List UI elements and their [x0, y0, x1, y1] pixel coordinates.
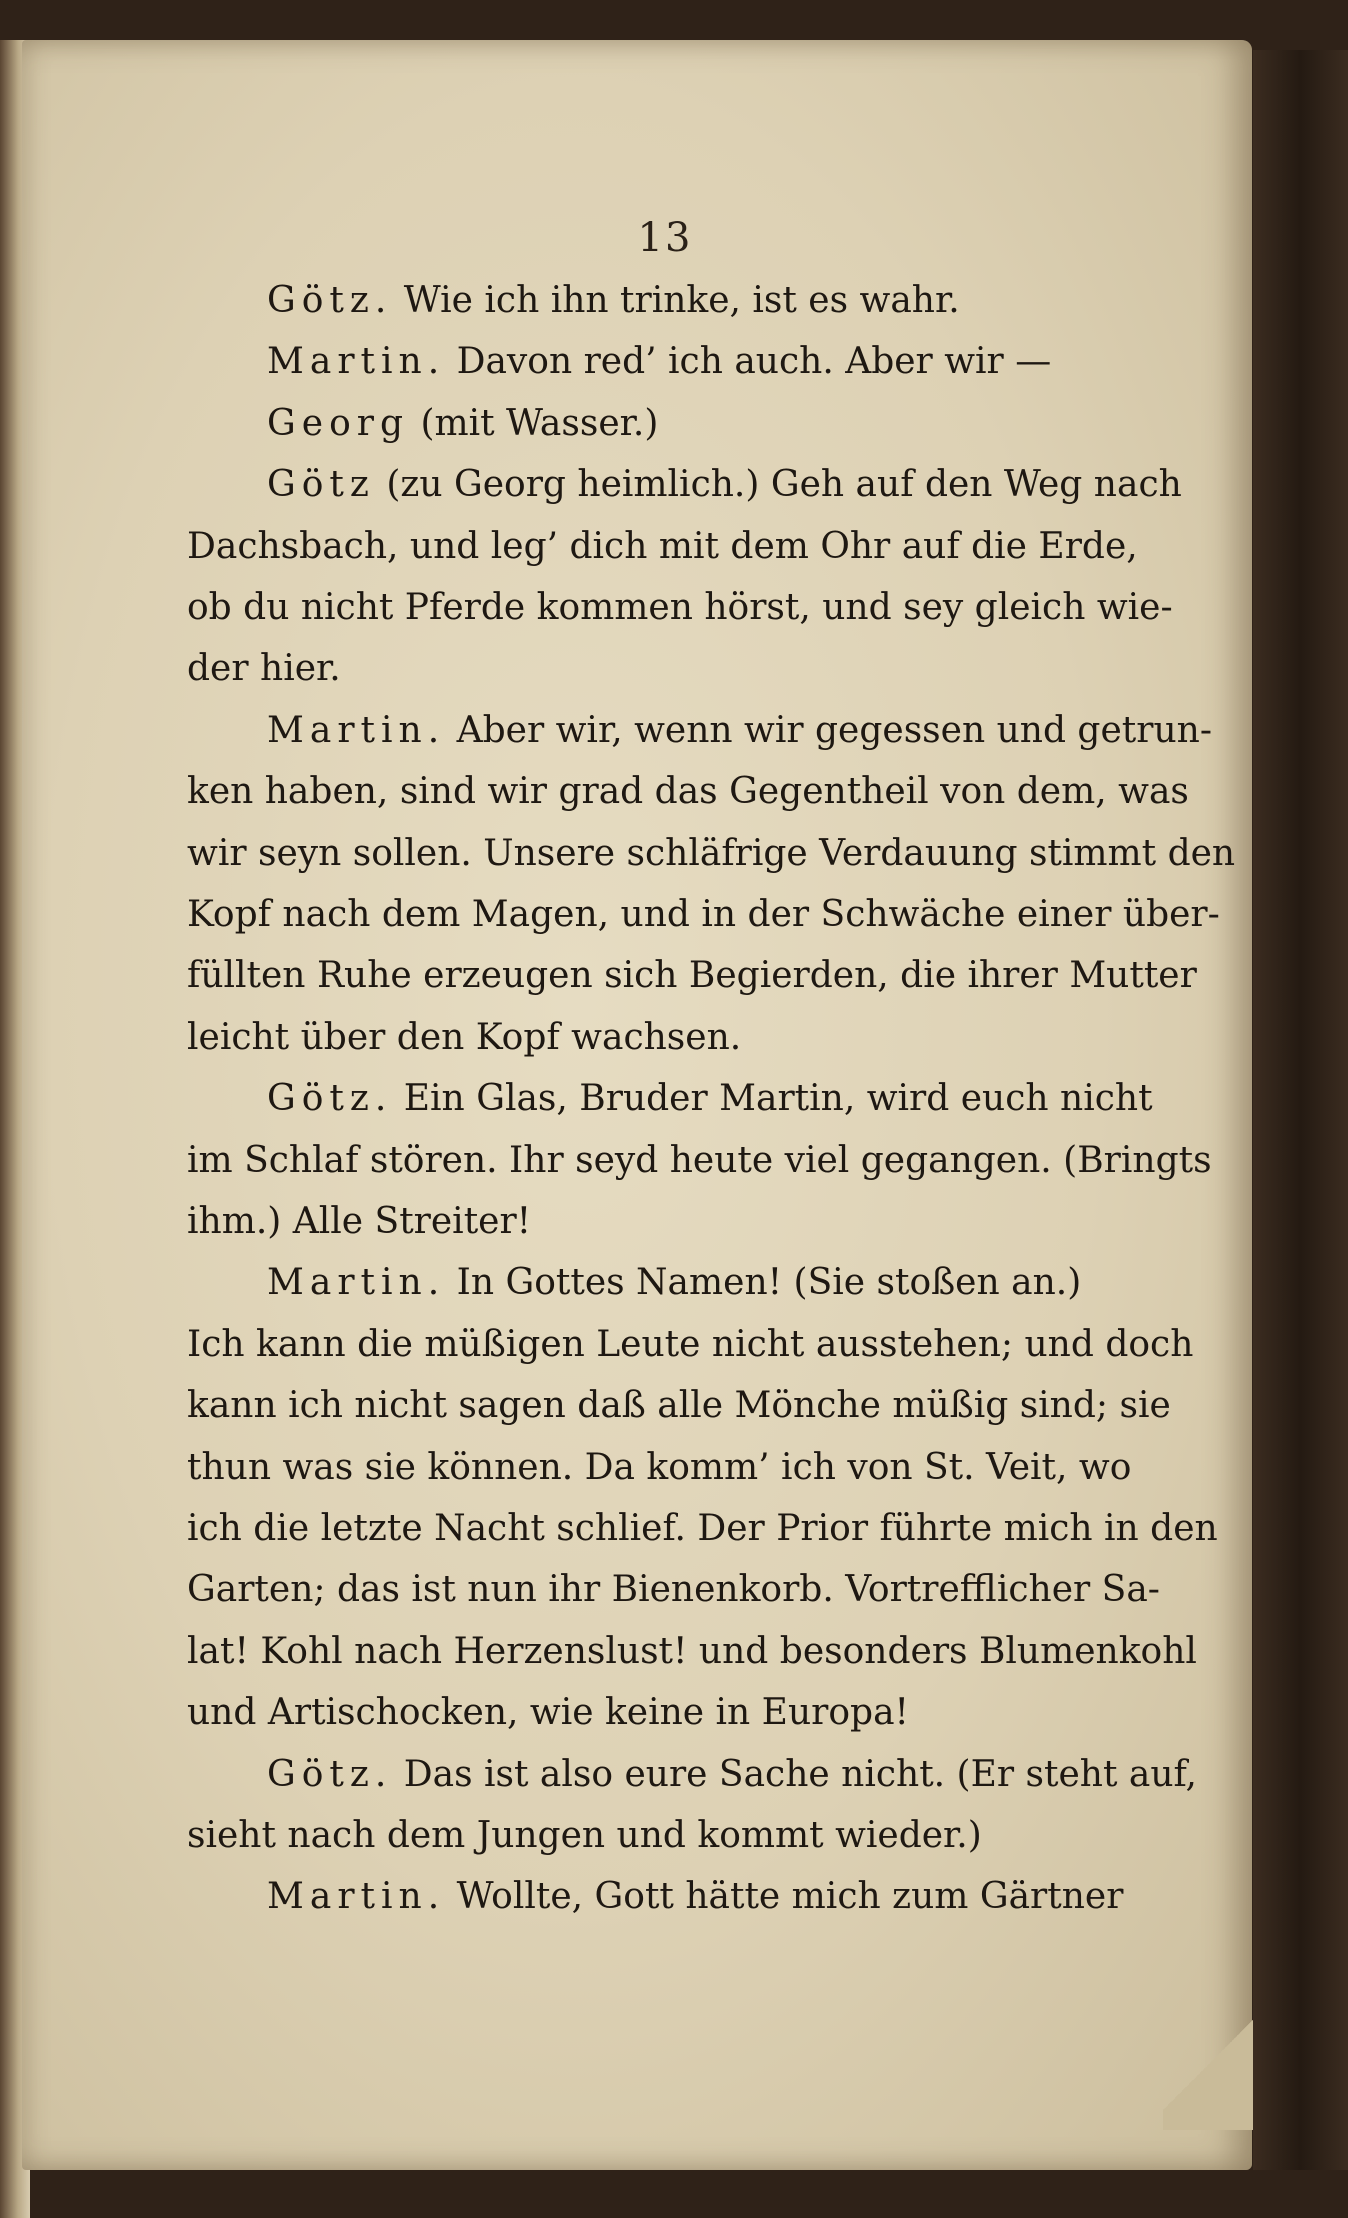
book-page	[22, 40, 1252, 2170]
line-text: Ein Glas, Bruder Martin, wird euch nicht	[403, 1078, 1153, 1120]
text-line	[187, 1749, 1197, 1801]
text-line	[187, 582, 1173, 634]
text-line	[187, 1196, 1147, 1248]
text-line	[187, 1012, 1147, 1064]
line-text: ob du nicht Pferde kommen hörst, und sey gleich wie-	[187, 587, 1173, 628]
line-text: Das ist also eure Sache nicht. (Er steht auf,	[403, 1753, 1197, 1795]
text-line	[187, 398, 1147, 450]
folded-corner	[1163, 2000, 1253, 2130]
line-text: Wie ich ihn trinke, ist es wahr.	[403, 280, 960, 321]
speaker-name: Götz	[267, 464, 375, 506]
text-line	[187, 1257, 1147, 1309]
line-text: ihm.) Alle Streiter!	[187, 1201, 532, 1242]
text-line	[187, 1442, 1147, 1494]
text-line	[187, 1073, 1153, 1125]
line-text: wir seyn sollen. Unsere schläfrige Verdauung stimmt den	[187, 832, 1236, 874]
line-text: thun was sie können. Da komm’ ich von St. Veit, wo	[187, 1446, 1132, 1488]
text-line	[187, 828, 1236, 880]
line-text: (zu Georg heimlich.) Geh auf den Weg nach	[386, 464, 1182, 506]
line-text: kann ich nicht sagen daß alle Mönche müßig sind; sie	[187, 1385, 1171, 1427]
line-text: Aber wir, wenn wir gegessen und getrun-	[456, 709, 1212, 751]
text-line	[187, 1380, 1171, 1432]
text-line	[187, 1626, 1197, 1678]
text-line	[187, 643, 1147, 695]
line-text: Dachsbach, und leg’ dich mit dem Ohr auf die Erde,	[187, 525, 1138, 567]
line-text: Ich kann die müßigen Leute nicht ausstehen; und doch	[187, 1323, 1194, 1365]
text-line	[187, 1319, 1194, 1371]
text-line	[187, 1687, 1147, 1739]
text-line	[187, 1871, 1147, 1923]
text-line	[187, 1135, 1212, 1187]
line-text: Kopf nach dem Magen, und in der Schwäche einer über-	[187, 894, 1220, 935]
text-line	[187, 889, 1220, 941]
line-text: und Artischocken, wie keine in Europa!	[187, 1692, 910, 1734]
speaker-name: Georg	[267, 402, 409, 444]
line-text: lat! Kohl nach Herzenslust! und besonders Blumenkohl	[187, 1630, 1197, 1672]
line-text: Wollte, Gott hätte mich zum Gärtner	[456, 1876, 1124, 1918]
line-text: ken haben, sind wir grad das Gegentheil von dem, was	[187, 771, 1189, 813]
line-text: In Gottes Namen! (Sie stoßen an.)	[456, 1262, 1082, 1304]
line-text: füllten Ruhe erzeugen sich Begierden, die ihrer Mutter	[187, 955, 1197, 997]
line-text: im Schlaf stören. Ihr seyd heute viel gegangen. (Bringts	[187, 1139, 1212, 1181]
speaker-name: Götz.	[267, 1753, 393, 1795]
text-line	[187, 1810, 1147, 1862]
line-text: (mit Wasser.)	[420, 402, 659, 444]
text-line	[187, 336, 1147, 388]
speaker-name: Martin.	[267, 1262, 446, 1304]
speaker-name: Götz.	[267, 1078, 393, 1120]
text-line	[187, 1503, 1218, 1555]
speaker-name: Martin.	[267, 1876, 446, 1918]
text-line	[187, 275, 1147, 327]
text-line	[187, 1564, 1160, 1616]
line-text: der hier.	[187, 648, 341, 690]
text-line	[187, 766, 1189, 818]
speaker-name: Martin.	[267, 709, 446, 751]
text-line	[187, 459, 1182, 511]
text-line	[187, 705, 1212, 757]
text-line	[187, 950, 1197, 1002]
book-cover-edge	[1253, 50, 1348, 2170]
line-text: Garten; das ist nun ihr Bienenkorb. Vortrefflicher Sa-	[187, 1569, 1160, 1611]
line-text: Davon red’ ich auch. Aber wir —	[456, 341, 1052, 383]
speaker-name: Martin.	[267, 341, 446, 383]
page-number: 13	[637, 215, 693, 261]
speaker-name: Götz.	[267, 280, 393, 321]
text-line	[187, 521, 1147, 573]
line-text: ich die letzte Nacht schlief. Der Prior führte mich in den	[187, 1508, 1218, 1549]
line-text: leicht über den Kopf wachsen.	[187, 1016, 742, 1058]
line-text: sieht nach dem Jungen und kommt wieder.)	[187, 1815, 982, 1856]
